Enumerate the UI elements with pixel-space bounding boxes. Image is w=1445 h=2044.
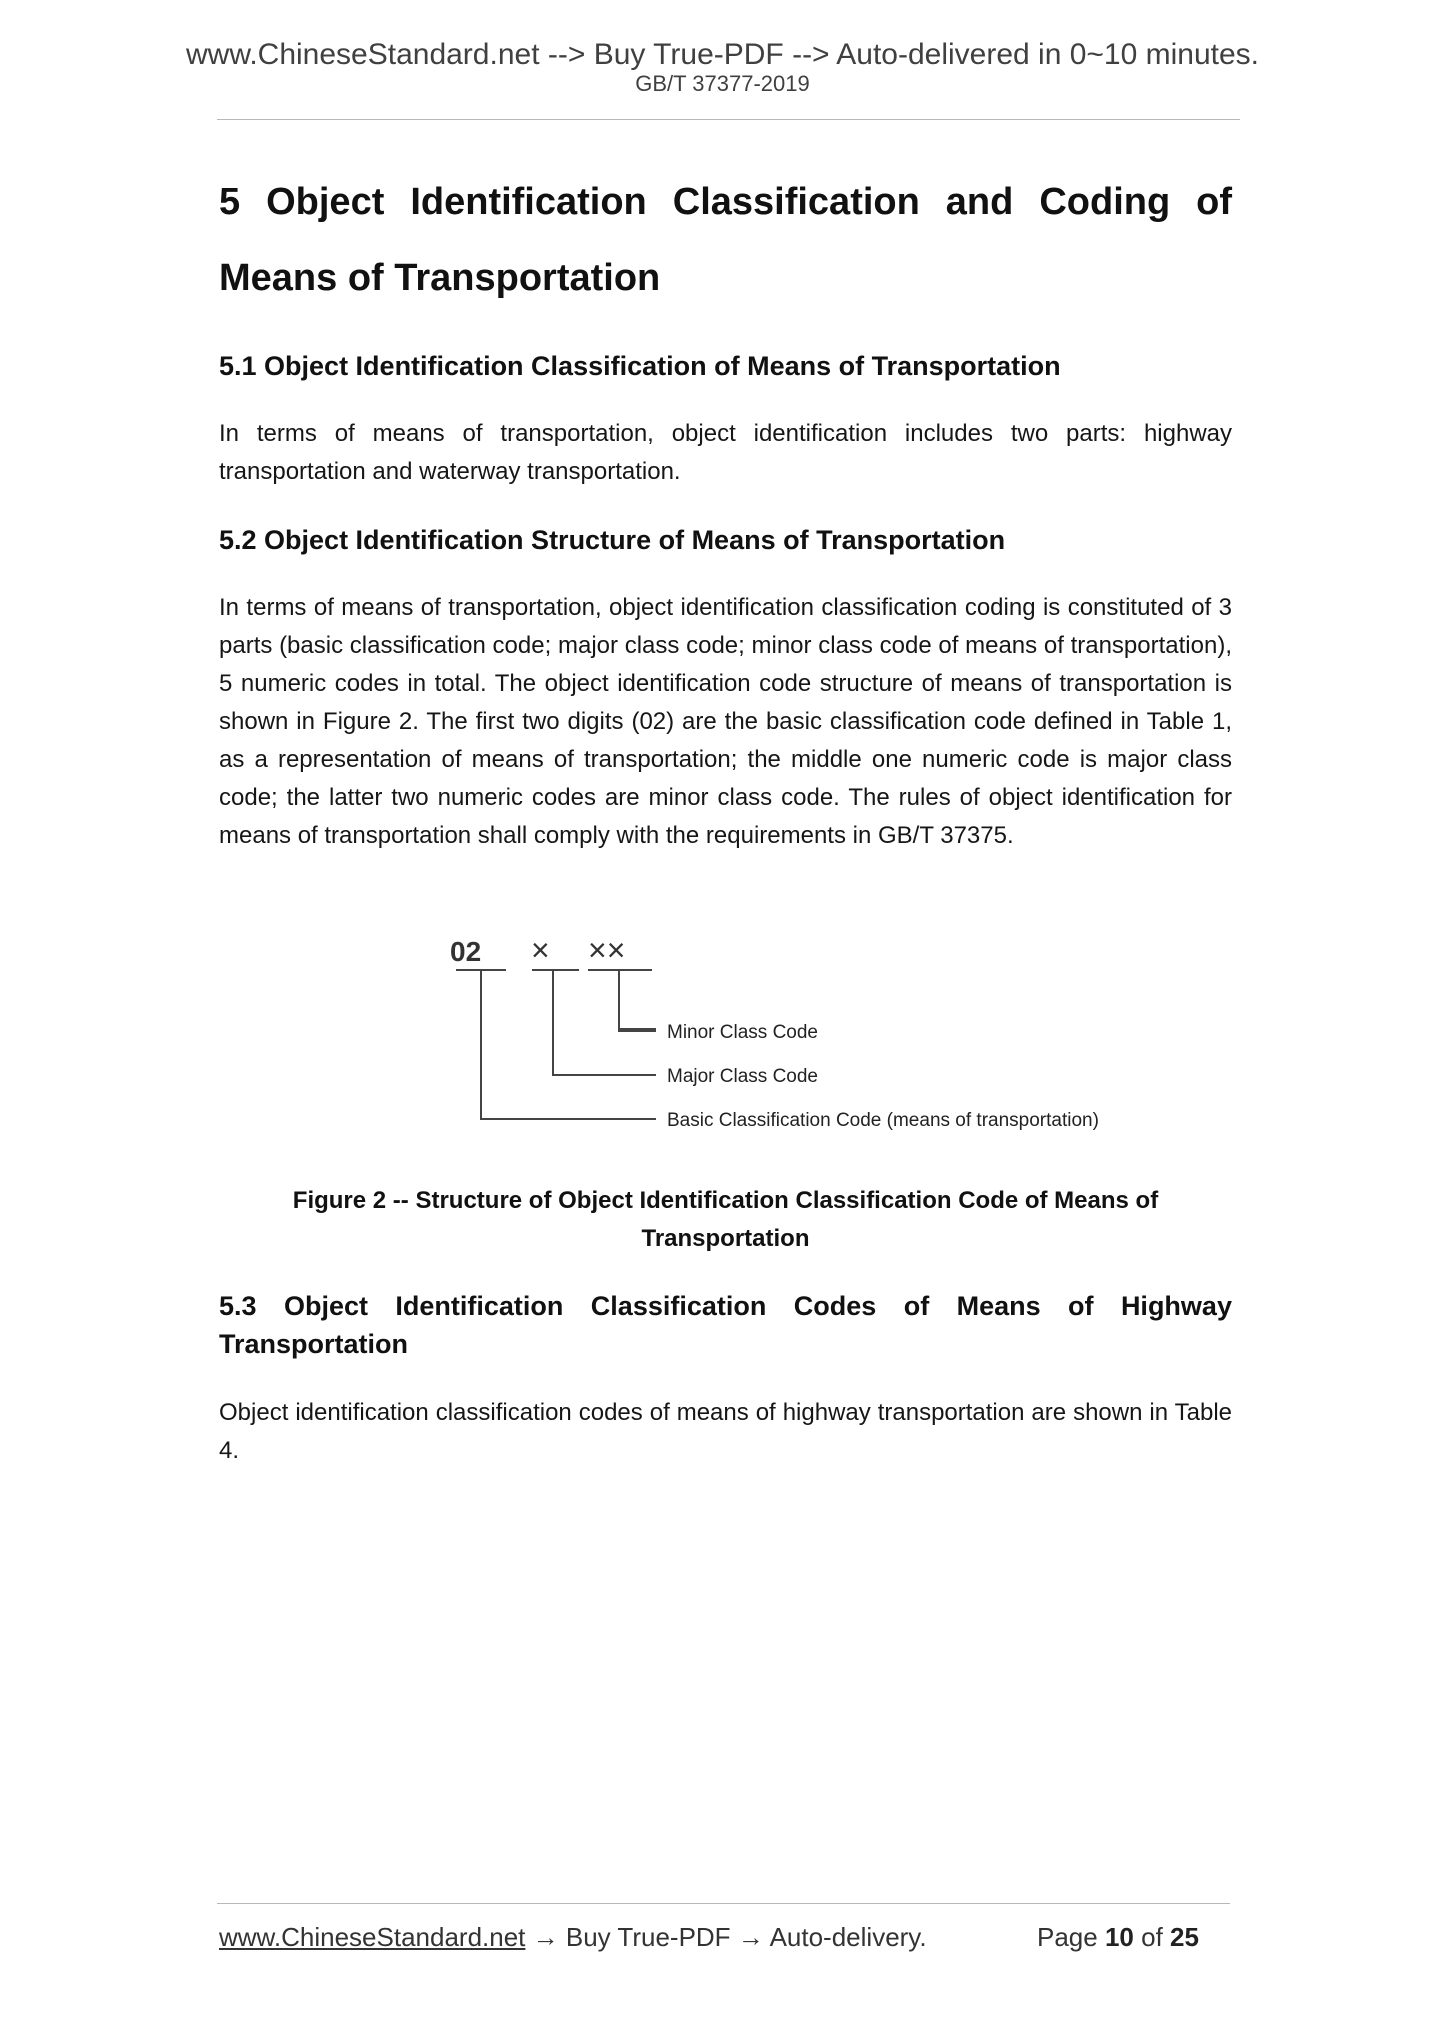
label-basic-class: Basic Classification Code (means of transportation) xyxy=(667,1110,1099,1131)
basic-connector xyxy=(481,970,656,1119)
footer-site-link[interactable]: www.ChineseStandard.net xyxy=(219,1922,526,1952)
section-5-title-word: of xyxy=(1196,181,1233,223)
header-rule xyxy=(217,119,1240,120)
standard-number: GB/T 37377-2019 xyxy=(635,71,810,96)
section-5-2-body: In terms of means of transportation, object identification classification coding is constituted of 3 parts (basic classification code; major class code; minor class code of means of transportation), 5 numeric codes in total. The object identification code structure of means of transportation is shown in Figure 2. The first two digits (02) are the basic classification code defined in Table 1, as a representation of means of transportation; the middle one numeric code is major class code; the latter two numeric codes are minor class code. The rules of object identification for means of transportation shall comply with the requirements in GB/T 37375. xyxy=(219,594,1232,849)
code-major: × xyxy=(531,932,550,968)
section-5-3-heading-word: Codes xyxy=(793,1291,877,1321)
section-5-3-heading-line2: Transportation xyxy=(219,1329,409,1359)
section-5-1-heading: 5.1 Object Identification Classification of Means of Transportation xyxy=(219,351,1061,381)
page-current: 10 xyxy=(1104,1922,1134,1952)
code-minor: ×× xyxy=(588,932,626,968)
section-5-title-word: Object xyxy=(266,181,385,223)
section-5-title-line1 xyxy=(219,180,1232,224)
section-5-title-word: 5 xyxy=(219,181,241,223)
section-5-title-word: Identification xyxy=(410,181,647,223)
section-5-3-heading-word: Identification xyxy=(395,1291,564,1321)
footer-promo xyxy=(219,1922,927,1952)
code-basic: 02 xyxy=(450,936,482,967)
label-major-class: Major Class Code xyxy=(667,1066,818,1087)
section-5-title-line2: Means of Transportation xyxy=(219,257,661,299)
figure-2-caption: Figure 2 -- Structure of Object Identification Classification Code of Means of Transportation xyxy=(292,1187,1159,1252)
section-5-title-word: Coding xyxy=(1039,181,1171,223)
section-5-3-heading-word: Means xyxy=(956,1291,1041,1321)
section-5-3-heading-word: Object xyxy=(283,1291,368,1321)
major-connector xyxy=(553,970,656,1075)
section-5-3-heading-word: 5.3 xyxy=(219,1291,257,1321)
page-total: 25 xyxy=(1170,1922,1199,1952)
section-5-2-heading: 5.2 Object Identification Structure of Means of Transportation xyxy=(219,525,1006,555)
minor-connector xyxy=(619,970,656,1029)
page-word: Page xyxy=(1037,1922,1098,1952)
figure-2-diagram xyxy=(430,915,1130,1140)
section-5-title-word: and xyxy=(945,181,1014,223)
section-5-3-heading-word: Highway xyxy=(1120,1291,1232,1321)
section-5-3-heading-word: Classification xyxy=(590,1291,767,1321)
section-5-title-word: Classification xyxy=(672,181,920,223)
top-banner: www.ChineseStandard.net --> Buy True-PDF --> Auto-delivered in 0~10 minutes. xyxy=(185,38,1260,71)
page-indicator xyxy=(1037,1922,1199,1952)
footer-rule xyxy=(217,1903,1230,1904)
section-5-3-body: Object identification classification codes of means of highway transportation are shown in Table 4. xyxy=(219,1399,1232,1464)
section-5-3-heading-line1 xyxy=(219,1290,1232,1322)
section-5-3-heading-word: of xyxy=(903,1291,930,1321)
label-minor-class: Minor Class Code xyxy=(667,1022,818,1043)
of-word: of xyxy=(1141,1922,1163,1952)
footer-promo-text: → Buy True-PDF → Auto-delivery. xyxy=(525,1922,927,1952)
minor-connector-line xyxy=(619,970,656,1031)
section-5-1-body: In terms of means of transportation, object identification includes two parts: highway transportation and waterway transportation. xyxy=(219,420,1232,485)
section-5-3-heading-word: of xyxy=(1068,1291,1094,1321)
